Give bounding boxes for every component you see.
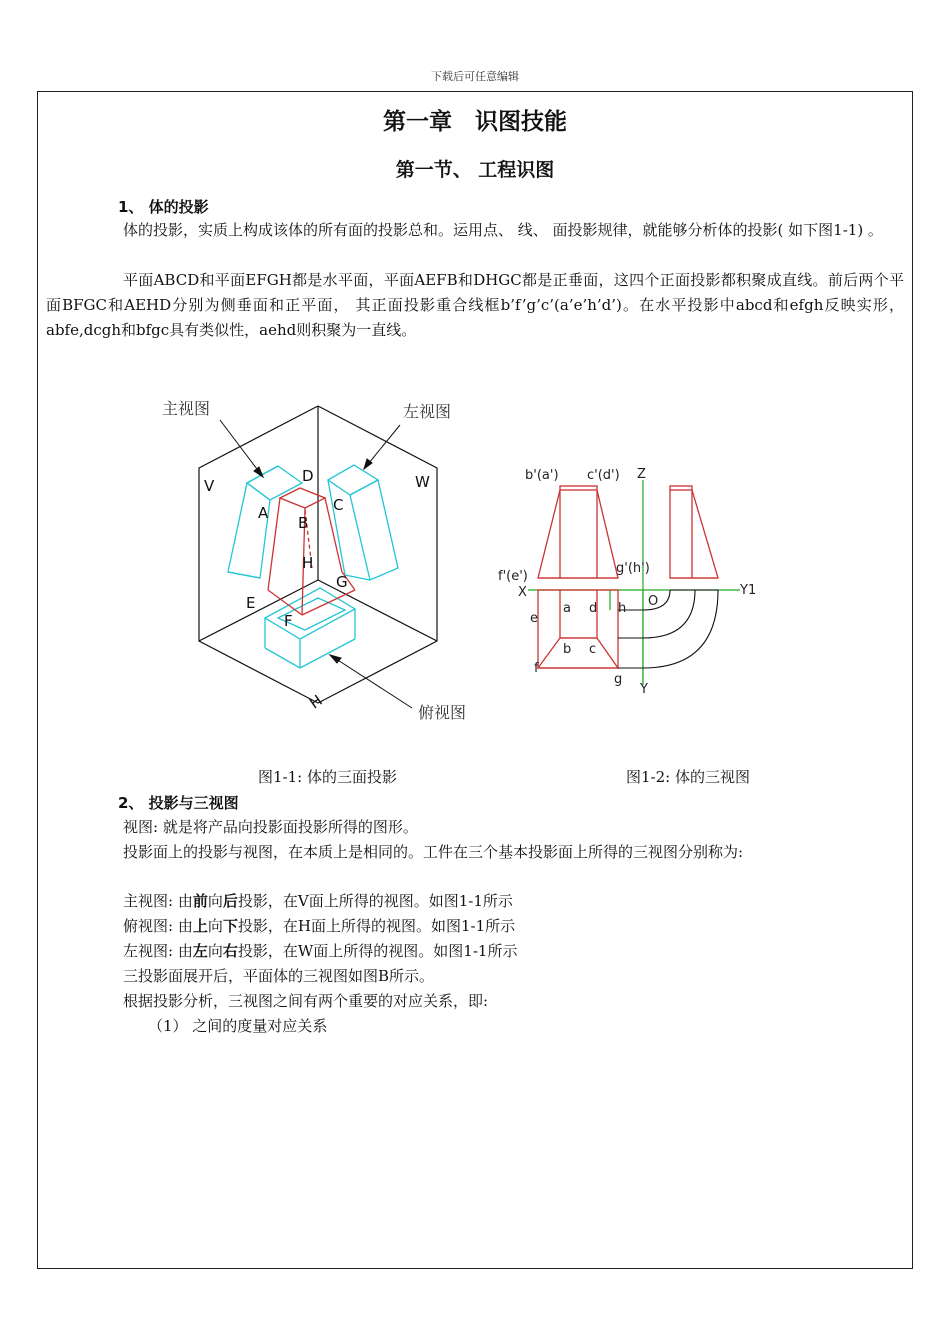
section-title: 第一节、 工程识图 (395, 159, 555, 181)
label-point-b-top: b (563, 642, 572, 657)
figure-three-views (490, 460, 770, 700)
left-view-text-2: 向 (207, 942, 223, 960)
label-axis-x: X (518, 585, 527, 600)
line-unfold: 三投影面展开后，平面体的三视图如图B所示。 (123, 967, 435, 985)
label-point-g-top: g (614, 672, 623, 687)
label-point-a: A (258, 504, 269, 522)
label-point-a-top: a (563, 601, 571, 616)
top-view-red (538, 590, 618, 668)
front-view-text-2: 向 (207, 892, 223, 910)
label-b-a-prime: b'(a') (525, 468, 559, 483)
left-view-text-3: 投影，在W面上所得的视图。如图1-1所示 (237, 942, 518, 960)
label-origin-o: O (648, 594, 659, 609)
label-point-d: D (302, 467, 314, 485)
label-point-h: H (302, 554, 314, 572)
line-front-view (123, 889, 513, 914)
label-axis-z: Z (637, 467, 646, 482)
heading-projection-views: 2、 投影与三视图 (118, 794, 239, 812)
front-view-text-3: 投影，在V面上所得的视图。如图1-1所示 (237, 892, 513, 910)
paragraph-three-views: 投影面上的投影与视图，在本质上是相同的。工件在三个基本投影面上所得的三视图分别称为: (123, 843, 744, 861)
label-plane-w: W (415, 473, 430, 491)
front-view-from: 前 (192, 892, 208, 910)
leader-arrows (220, 420, 412, 708)
label-point-f-top: f (534, 661, 539, 676)
label-point-b: B (298, 514, 309, 532)
label-point-e: E (246, 594, 256, 612)
header-note: 下载后可任意编辑 (431, 70, 519, 83)
label-point-f: F (284, 612, 293, 630)
label-left-view: 左视图 (403, 402, 452, 421)
label-front-view: 主视图 (162, 399, 211, 418)
label-point-g: G (336, 573, 348, 591)
front-view-text-1: 主视图: 由 (123, 892, 193, 910)
left-view-to: 右 (222, 942, 238, 960)
label-point-c: C (333, 496, 344, 514)
line-left-view (123, 939, 517, 964)
left-view-text-1: 左视图: 由 (123, 942, 193, 960)
line-measure-relation: （1） 之间的度量对应关系 (148, 1017, 328, 1035)
line-view-definition: 视图: 就是将产品向投影面投影所得的图形。 (123, 818, 418, 836)
label-point-d-top: d (589, 601, 598, 616)
top-view-text-3: 投影，在H面上所得的视图。如图1-1所示 (237, 917, 516, 935)
top-view-text-2: 向 (207, 917, 223, 935)
label-point-e-top: e (530, 611, 538, 626)
label-axis-y: Y (640, 682, 648, 697)
left-view-from: 左 (192, 942, 208, 960)
line-top-view (123, 914, 515, 939)
top-view-from: 上 (192, 917, 208, 935)
paragraph-projection-intro: 体的投影，实质上构成该体的所有面的投影总和。运用点、 线、 面投影规律，就能够分析体的投影( 如下图1-1) 。 (123, 221, 883, 239)
label-g-h-prime: g'(h') (616, 561, 650, 576)
paragraph-planes: 平面ABCD和平面EFGH都是水平面，平面AEFB和DHGC都是正垂面，这四个正面投影都积聚成直线。前后两个平面BFGC和AEHD分别为侧垂面和正平面， 其正面投影重合线框b’f’g’c’(a’e’h’d’)。在水平投影中abcd和efgh反映实形，abfe,dcgh和bfgc具有类似性，aehd则积聚为一直线。 (46, 271, 904, 339)
heading-body-projection: 1、 体的投影 (118, 198, 209, 216)
label-plane-h: H (306, 691, 326, 713)
label-point-h-top: h (618, 601, 627, 616)
label-axis-y1: Y1 (740, 583, 757, 598)
front-view-to: 后 (222, 892, 238, 910)
chapter-title: 第一章 识图技能 (383, 109, 567, 135)
label-c-d-prime: c'(d') (587, 468, 620, 483)
projection-arcs (618, 590, 718, 668)
top-view-to: 下 (222, 917, 238, 935)
label-plane-v: V (204, 477, 215, 495)
caption-figure-1-1: 图1-1: 体的三面投影 (258, 768, 397, 786)
line-relations: 根据投影分析，三视图之间有两个重要的对应关系，即: (123, 992, 489, 1010)
label-point-c-top: c (589, 642, 597, 657)
top-view-text-1: 俯视图: 由 (123, 917, 193, 935)
caption-figure-1-2: 图1-2: 体的三视图 (626, 768, 750, 786)
label-top-view: 俯视图 (418, 703, 467, 722)
figure-three-plane-projection (150, 390, 480, 730)
label-f-e-prime: f'(e') (498, 569, 528, 584)
